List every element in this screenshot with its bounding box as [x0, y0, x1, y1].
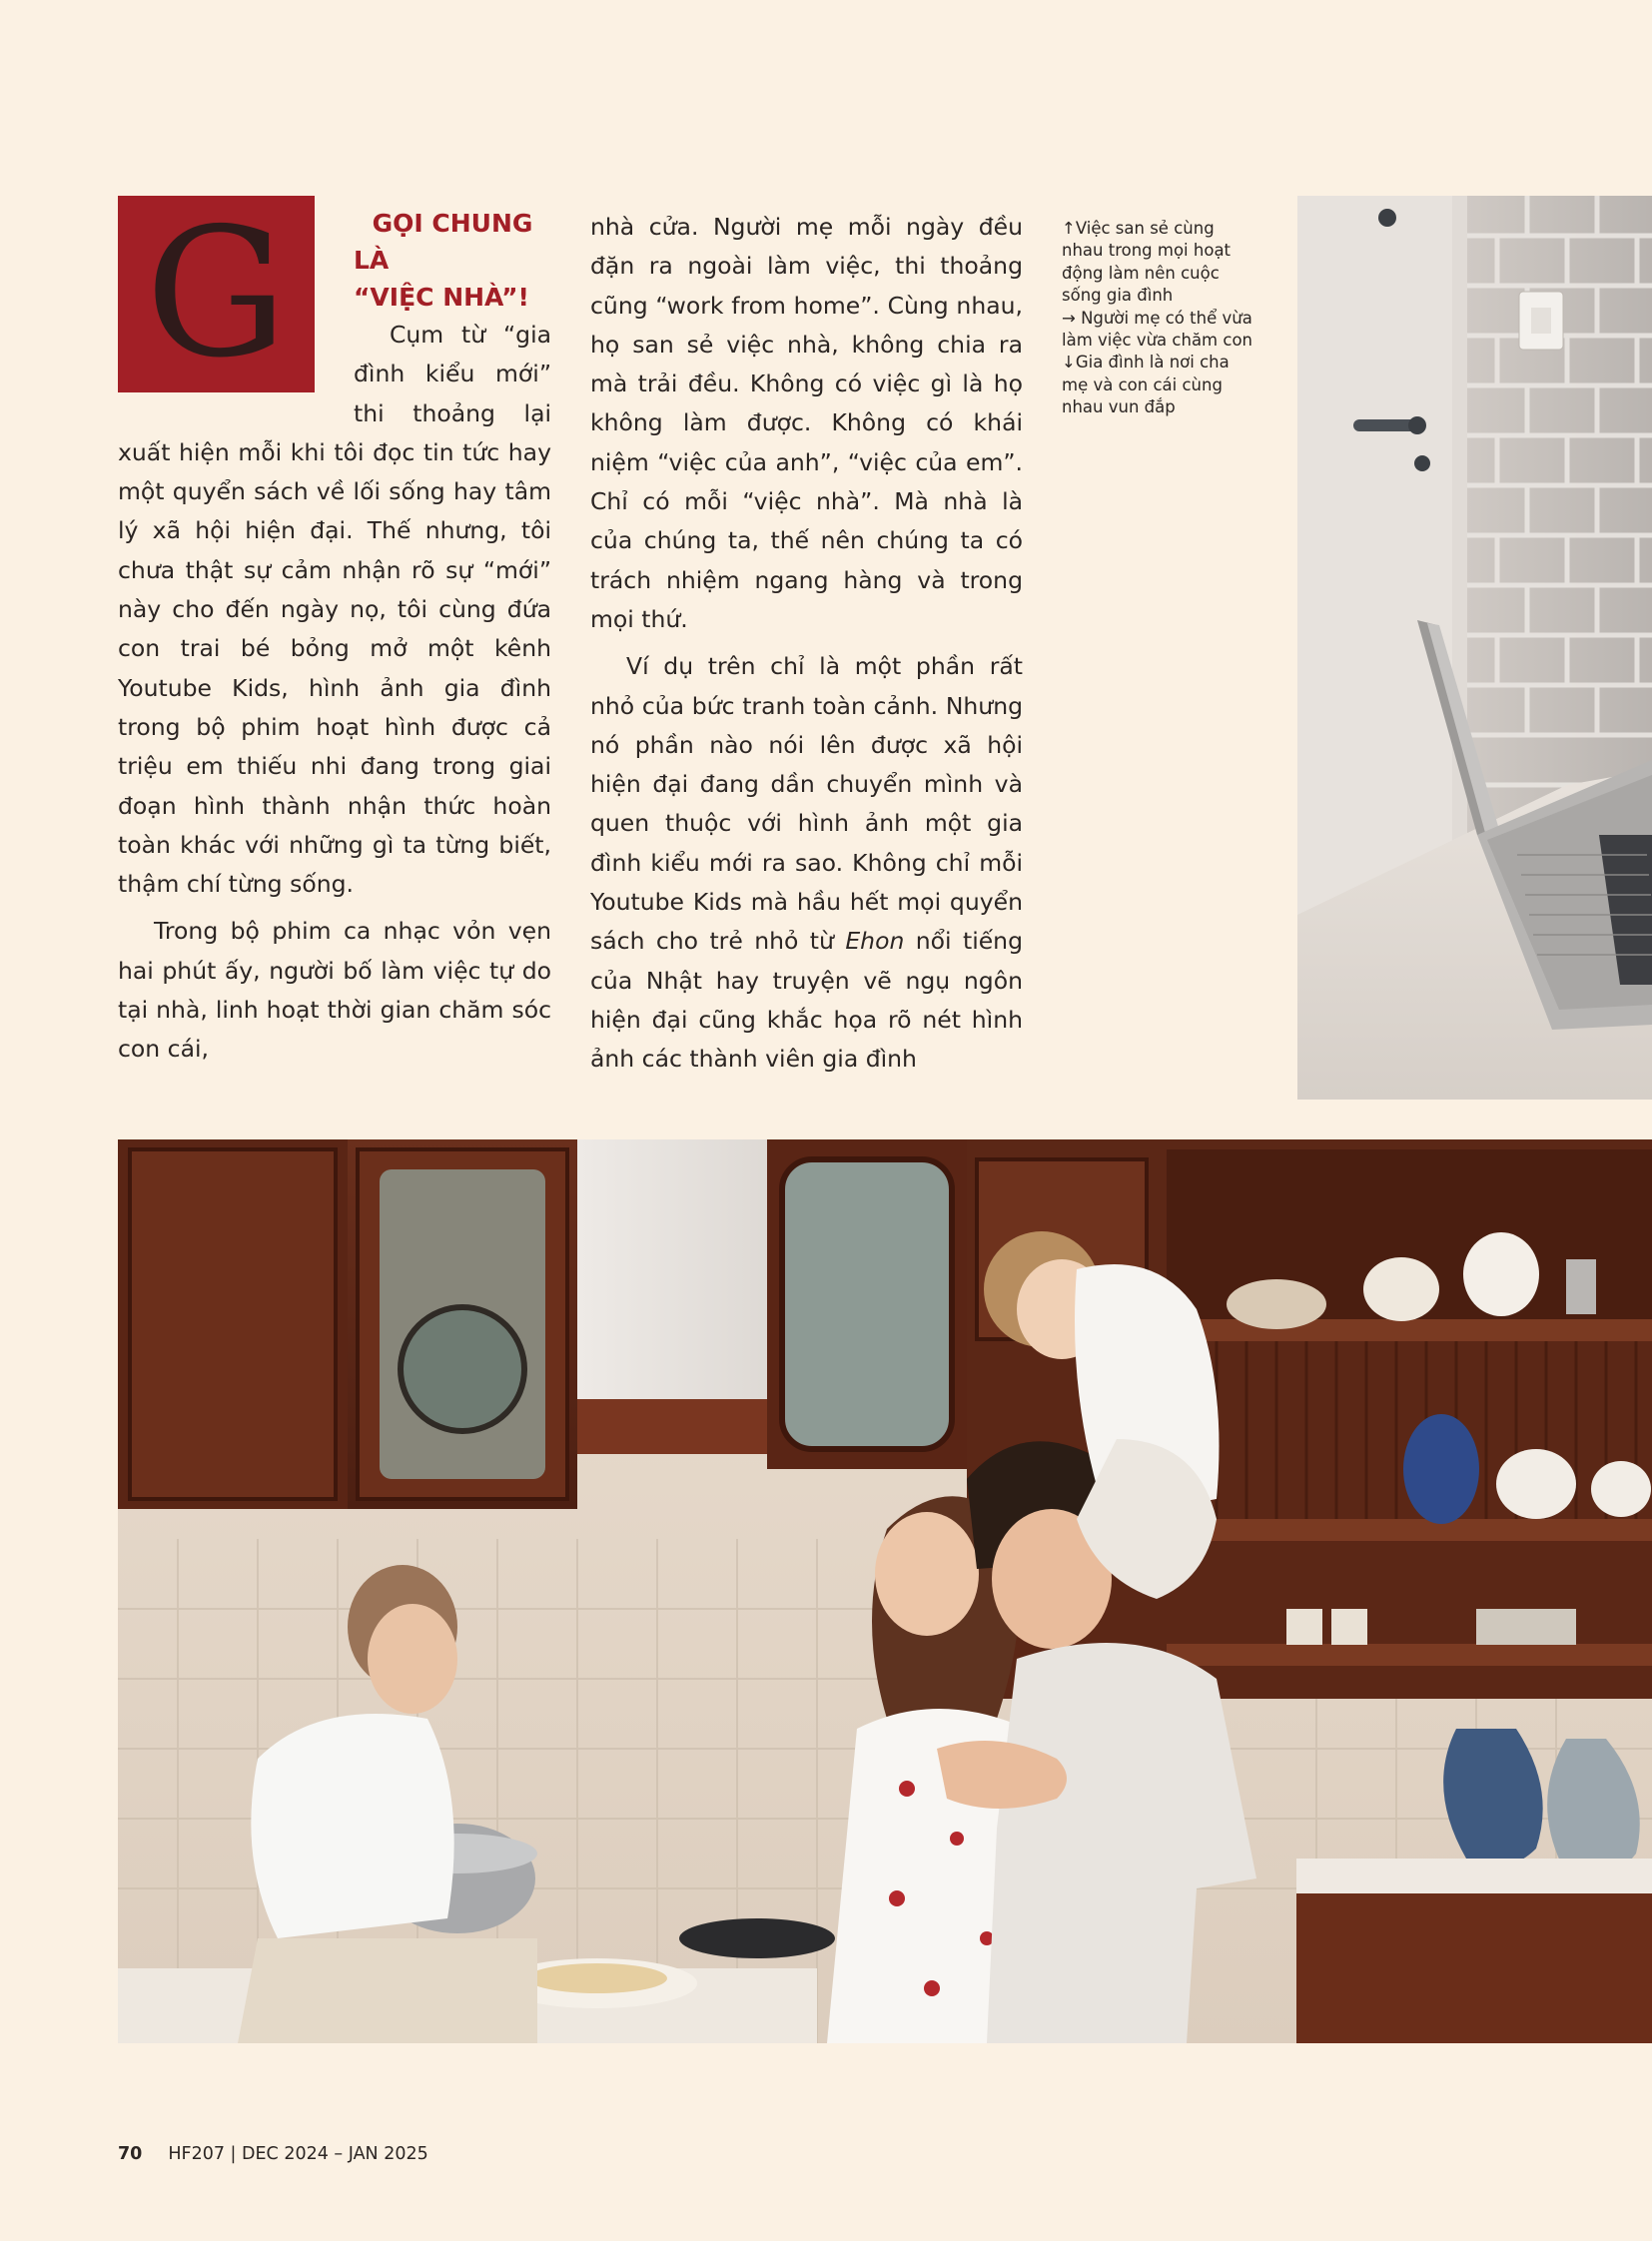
issue-info: HF207 | DEC 2024 – JAN 2025 — [168, 2144, 428, 2164]
page-number: 70 — [118, 2144, 143, 2164]
paragraph: Trong bộ phim ca nhạc vỏn vẹn hai phút ấy, người bố làm việc tự do tại nhà, linh hoạt thời gian chăm sóc con cái, — [118, 917, 551, 1064]
photo-caption: ↑Việc san sẻ cùng nhau trong mọi hoạt động làm nên cuộc sống gia đình → Người mẹ có thể vừa làm việc vừa chăm con ↓Gia đình là nơi cha mẹ và con cái cùng nhau vun đắp — [1062, 219, 1252, 417]
family-kitchen-photo — [118, 1139, 1652, 2043]
paragraph: Ví dụ trên chỉ là một phần rất nhỏ của bức tranh toàn cảnh. Nhưng nó phần nào nói lên được xã hội hiện đại đang dần chuyển mình và quen thuộc với hình ảnh một gia đình kiểu mới ra sao. Không chỉ mỗi Youtube Kids mà hầu hết mọi quyển sách cho trẻ nhỏ từ Ehon nổi tiếng của Nhật hay truyện vẽ ngụ ngôn hiện đại cũng khắc họa rõ nét hình ảnh các thành viên gia đình — [590, 652, 1023, 1074]
section-subheading: GỌI CHUNG LÀ “VIỆC NHÀ”! — [354, 209, 533, 312]
laptop-photo — [1297, 196, 1652, 1100]
family-kitchen-illustration — [118, 1139, 1652, 2043]
article-column-2 — [590, 208, 1023, 1080]
paragraph: Cụm từ “gia đình kiểu mới” thi thoảng lại xuất hiện mỗi khi tôi đọc tin tức hay một quyển sách về lối sống hay tâm lý xã hội hiện đại. Thế nhưng, tôi chưa thật sự cảm nhận rõ sự “mới” này cho đến ngày nọ, tôi cùng đứa con trai bé bỏng mở một kênh Youtube Kids, hình ảnh gia đình trong bộ phim hoạt hình được cả triệu em thiếu nhi đang trong giai đoạn hình thành nhận thức hoàn toàn khác với những gì ta từng biết, thậm chí từng sống. — [118, 321, 551, 899]
page-footer — [118, 2144, 428, 2164]
paragraph: nhà cửa. Người mẹ mỗi ngày đều đặn ra ngoài làm việc, thi thoảng cũng “work from home”. Cùng nhau, họ san sẻ việc nhà, không chia ra mà trải đều. Không có việc gì là họ không làm được. Không có khái niệm “việc của anh”, “việc của em”. Chỉ có mỗi “việc nhà”. Mà nhà là của chúng ta, thế nên chúng ta có trách nhiệm ngang hàng và trong mọi thứ. — [590, 213, 1023, 633]
laptop-photo-illustration — [1297, 196, 1652, 1100]
dropcap-letter: G — [145, 196, 288, 392]
article-column-1 — [118, 196, 551, 1070]
book-title: Ehon — [845, 927, 905, 956]
